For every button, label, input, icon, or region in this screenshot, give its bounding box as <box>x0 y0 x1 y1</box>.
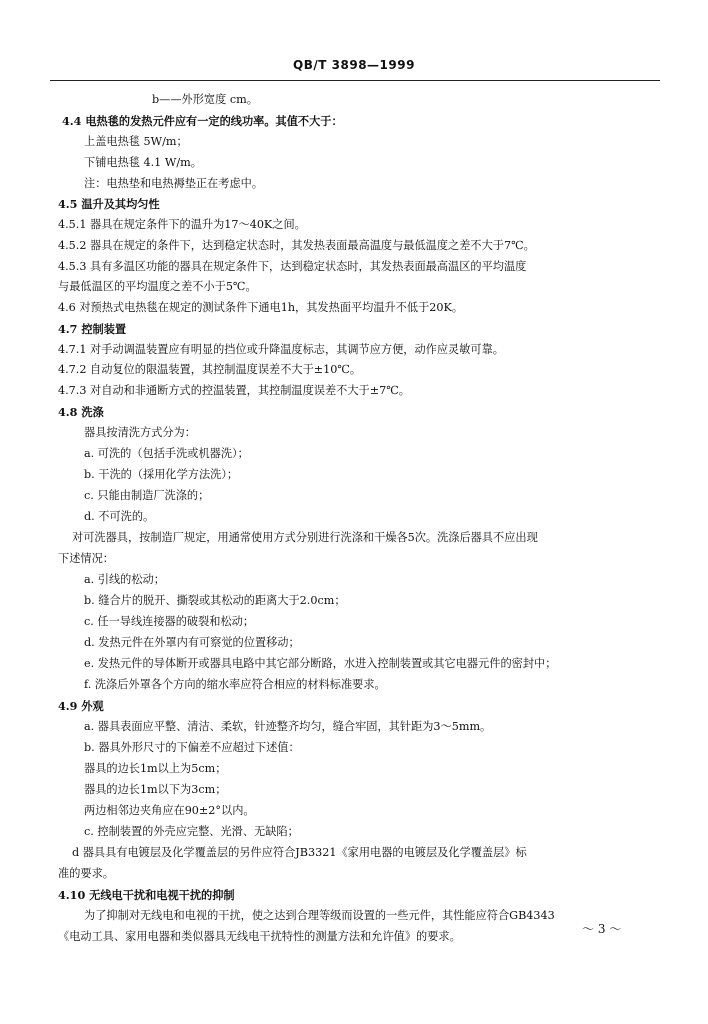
list-item: c. 任一导线连接器的破裂和松动； <box>84 615 255 628</box>
clause-4-4: 4.4 电热毯的发热元件应有一定的线功率。其值不大于： <box>62 114 343 128</box>
text-line: 准的要求。 <box>58 867 114 880</box>
list-item: c. 只能由制造厂洗涤的； <box>84 489 210 502</box>
text-line: 器具的边长1m以上为5cm； <box>84 762 227 775</box>
clause-4-7-3: 4.7.3 对自动和非通断方式的控温装置，其控制温度误差不大于±7℃。 <box>58 384 410 397</box>
text-line: 对可洗器具，按制造厂规定，用通常使用方式分别进行洗涤和干燥各5次。洗涤后器具不应出现 <box>72 531 538 544</box>
heading-4-5: 4.5 温升及其均匀性 <box>58 197 160 211</box>
list-item: a. 引线的松动； <box>84 573 165 586</box>
list-item: a. 可洗的（包括手洗或机器洗）； <box>84 447 249 460</box>
text-line: 下述情况： <box>58 552 114 565</box>
heading-4-9: 4.9 外观 <box>58 699 104 713</box>
text-line: b——外形宽度 cm。 <box>152 93 258 106</box>
clause-4-7-2: 4.7.2 自动复位的限温装置，其控制温度误差不大于±10℃。 <box>58 363 362 376</box>
clause-4-6: 4.6 对预热式电热毯在规定的测试条件下通电1h，其发热面平均温升不低于20K。 <box>58 301 464 314</box>
text-line: 上盖电热毯 5W/m； <box>84 135 188 148</box>
text-line: 为了抑制对无线电和电视的干扰，使之达到合理等级而设置的一些元件，其性能应符合GB4343 <box>84 909 555 922</box>
list-item: b. 器具外形尺寸的下偏差不应超过下述值： <box>84 741 300 754</box>
text-line: 两边相邻边夹角应在90±2°以内。 <box>84 804 255 817</box>
text-line: 器具的边长1m以下为3cm； <box>84 783 227 796</box>
text-line: 《电动工具、家用电器和类似器具无线电干扰特性的测量方法和允许值》的要求。 <box>58 930 461 943</box>
heading-4-8: 4.8 洗涤 <box>58 405 104 419</box>
list-item: e. 发热元件的导体断开或器具电路中其它部分断路，水进入控制装置或其它电器元件的密封中； <box>84 657 557 670</box>
page-number: ～ 3 ～ <box>582 922 622 936</box>
heading-4-10: 4.10 无线电干扰和电视干扰的抑制 <box>58 888 235 902</box>
list-item: d 器具具有电镀层及化学覆盖层的另件应符合JB3321《家用电器的电镀层及化学覆盖层》标 <box>72 846 527 859</box>
clause-4-7-1: 4.7.1 对手动调温装置应有明显的挡位或升降温度标志，其调节应方便，动作应灵敏可靠。 <box>58 343 504 356</box>
list-item: a. 器具表面应平整、清洁、柔软，针迹整齐均匀，缝合牢固，其针距为3～5mm。 <box>84 720 492 733</box>
header-divider <box>50 80 660 81</box>
list-item: b. 干洗的（採用化学方法洗）； <box>84 468 239 481</box>
clause-4-5-1: 4.5.1 器具在规定条件下的温升为17～40K之间。 <box>58 218 306 231</box>
text-line: 下铺电热毯 4.1 W/m。 <box>84 156 202 169</box>
list-item: d. 不可洗的。 <box>84 510 155 523</box>
list-item: f. 洗涤后外罩各个方向的缩水率应符合相应的材料标准要求。 <box>84 678 386 691</box>
text-line: 器具按清洗方式分为： <box>84 426 196 439</box>
text-line: 与最低温区的平均温度之差不小于5℃。 <box>58 280 257 293</box>
list-item: d. 发热元件在外罩内有可察觉的位置移动； <box>84 636 300 649</box>
list-item: b. 缝合片的脱开、撕裂或其松动的距离大于2.0cm； <box>84 594 346 607</box>
clause-4-5-3: 4.5.3 具有多温区功能的器具在规定条件下，达到稳定状态时，其发热表面最高温区的平均温度 <box>58 260 527 273</box>
list-item: c. 控制装置的外壳应完整、光滑、无缺陷； <box>84 825 299 838</box>
note-line: 注：电热垫和电热褥垫正在考虑中。 <box>84 177 264 190</box>
heading-4-7: 4.7 控制装置 <box>58 322 127 336</box>
standard-number: QB/T 3898—1999 <box>293 58 415 72</box>
clause-4-5-2: 4.5.2 器具在规定的条件下，达到稳定状态时，其发热表面最高温度与最低温度之差不大于7℃。 <box>58 239 535 252</box>
